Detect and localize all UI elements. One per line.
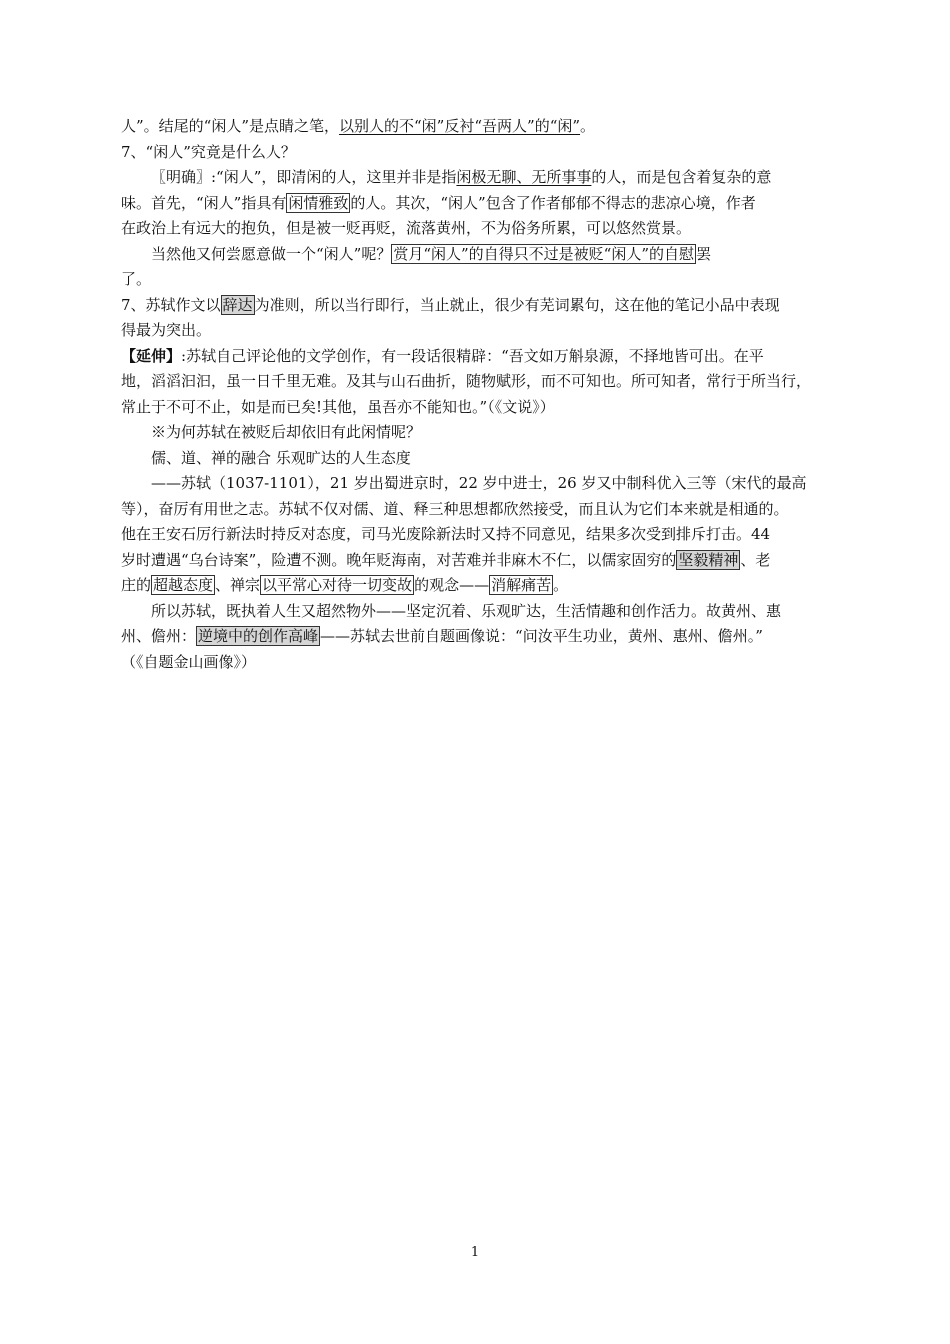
text-run: 等），奋厉有用世之志。苏轼不仅对儒、道、释三种思想都欣然接受，而且认为它们本来就是相通的。 [121, 499, 789, 518]
text-run: ——苏轼（1037-1101），21 岁出蜀进京时，22 岁中进士，26 岁又中制科优入三等（宋代的最高 [151, 474, 807, 492]
page-number: 1 [470, 1245, 480, 1260]
text-line [121, 242, 835, 268]
boxed-phrase: 消解痛苦 [491, 576, 552, 594]
text-run: 所以苏轼，既执着人生又超然物外——坚定沉着、乐观旷达，生活情趣和创作活力。故黄州、惠 [151, 601, 782, 620]
text-run: 罢 [696, 244, 712, 263]
text-run: 州、儋州： [121, 627, 197, 645]
text-run: 〖明确〗:“闲人”，即清闲的人，这里并非是指 [151, 168, 457, 186]
text-line [121, 624, 835, 650]
text-run: 人”。结尾的“闲人”是点睛之笔， [121, 117, 340, 135]
text-run: 的人，而是包含着复杂的意 [591, 168, 772, 186]
text-run: 的人。其次，“闲人”包含了作者郁郁不得志的悲凉心境，作者 [350, 193, 756, 212]
text-run: 、老 [740, 550, 771, 569]
boxed-phrase: 超越态度 [153, 576, 214, 594]
text-run: 为准则，所以当行即行，当止就止，很少有芜词累句，这在他的笔记小品中表现 [254, 295, 780, 314]
shaded-phrase: 坚毅精神 [678, 550, 739, 569]
text-run: ※为何苏轼在被贬后却依旧有此闲情呢？ [151, 423, 422, 441]
text-line [121, 522, 835, 548]
text-run: 的观念—— [414, 576, 490, 594]
text-line [121, 446, 835, 472]
text-line [121, 420, 835, 446]
question-heading [121, 140, 835, 166]
text-run: 味。首先，“闲人”指具有 [121, 193, 287, 212]
text-line [121, 471, 835, 497]
text-line [121, 548, 835, 574]
document-body [121, 114, 835, 675]
text-run: 地，滔滔汩汩，虽一日千里无难。及其与山石曲折，随物赋形，而不可知也。所可知者，常行于所当行， [121, 372, 812, 390]
text-line [121, 191, 835, 217]
shaded-phrase: 逆境中的创作高峰 [198, 627, 319, 645]
text-run: （《自题金山画像》） [121, 652, 257, 671]
text-line [121, 293, 835, 319]
text-run: 7、“闲人”究竟是什么人？ [121, 142, 296, 161]
text-line [121, 344, 835, 370]
text-run: 他在王安石厉行新法时持反对态度，司马光废除新法时又持不同意见，结果多次受到排斥打击。44 [121, 525, 771, 543]
text-run: 当然他又何尝愿意做一个“闲人”呢？ [151, 244, 392, 263]
text-line [121, 216, 835, 242]
text-line [121, 497, 835, 523]
text-line [121, 599, 835, 625]
text-run: :苏轼自己评论他的文学创作，有一段话很精辟：“吾文如万斛泉源，不择地皆可出。在平 [181, 346, 764, 365]
boxed-phrase: 闲情雅致 [288, 193, 349, 212]
text-run: 。 [580, 117, 596, 135]
text-line [121, 318, 835, 344]
text-run: 岁时遭遇“乌台诗案”，险遭不测。晚年贬海南，对苦难并非麻木不仁，以儒家固穷的 [121, 550, 677, 569]
shaded-phrase: 辞达 [222, 295, 253, 314]
underlined-phrase: 闲极无聊、无所事事 [456, 168, 592, 186]
text-run: ——苏轼去世前自题画像说：“问汝平生功业，黄州、惠州、儋州。” [320, 627, 763, 645]
text-line [121, 165, 835, 191]
text-run: 儒、道、禅的融合 乐观旷达的人生态度 [151, 448, 411, 467]
text-run: 在政治上有远大的抱负，但是被一贬再贬，流落黄州，不为俗务所累，可以悠然赏景。 [121, 219, 692, 237]
underlined-phrase: 以别人的不“闲”反衬“吾两人”的“闲” [339, 117, 581, 135]
text-run: 、禅宗 [215, 576, 261, 594]
text-run: 得最为突出。 [121, 321, 212, 339]
boxed-phrase: 赏月“闲人”的自得只不过是被贬“闲人”的自慰 [393, 244, 695, 263]
text-run: 了。 [121, 270, 152, 288]
boxed-phrase: 以平常心对待一切变故 [262, 576, 413, 594]
text-line [121, 573, 835, 599]
section-label: 【延伸】 [121, 346, 182, 365]
text-run: 。 [553, 576, 569, 594]
text-run: 7、苏轼作文以 [121, 295, 221, 314]
text-run: 庄的 [121, 576, 152, 594]
text-line [121, 650, 835, 676]
text-run: 常止于不可不止，如是而已矣!其他，虽吾亦不能知也。”（《文说》） [121, 397, 555, 416]
text-line [121, 369, 835, 395]
text-line [121, 114, 835, 140]
text-line [121, 267, 835, 293]
text-line [121, 395, 835, 421]
